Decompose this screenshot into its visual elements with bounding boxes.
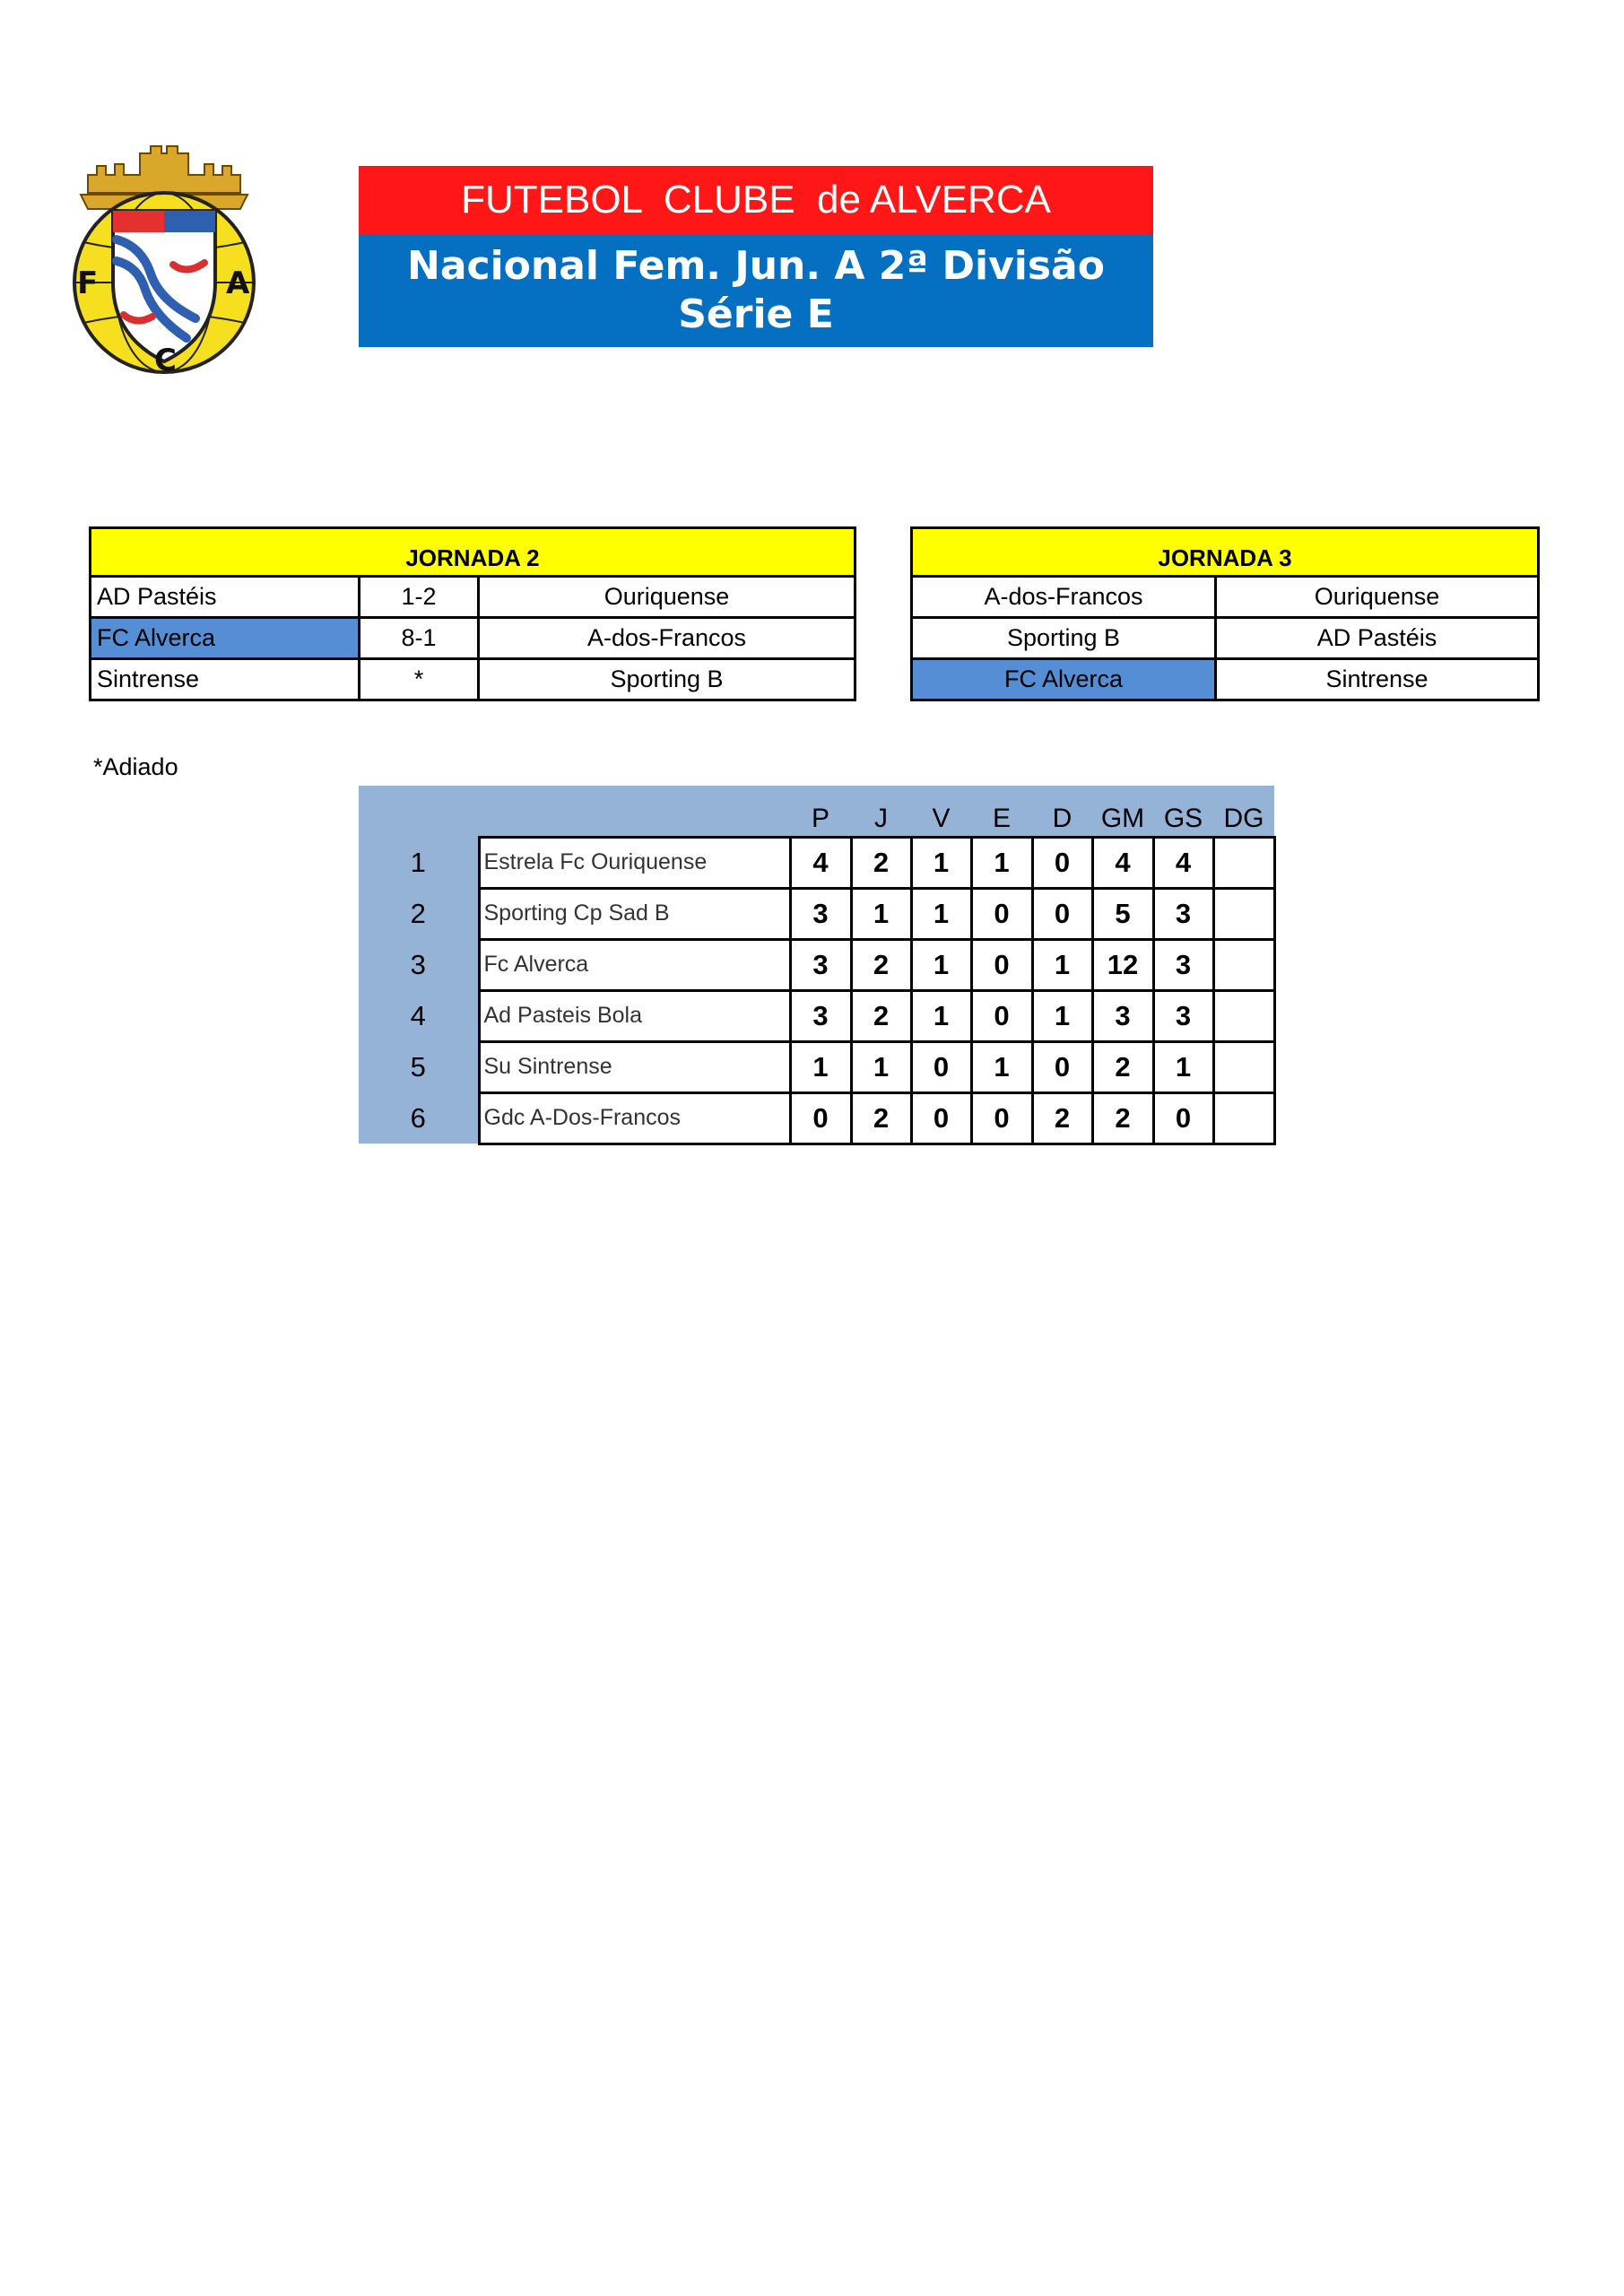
stat-p: 4 (790, 837, 851, 888)
home-team: Sporting B (912, 618, 1216, 659)
match-score: * (360, 659, 479, 700)
stat-v: 1 (911, 837, 971, 888)
jornada-3-table (910, 526, 1540, 701)
stat-d: 1 (1032, 939, 1092, 990)
column-header: E (971, 786, 1032, 837)
team-name: Su Sintrense (479, 1041, 790, 1092)
home-team: AD Pastéis (91, 577, 360, 618)
stat-p: 1 (790, 1041, 851, 1092)
stat-d: 2 (1032, 1092, 1092, 1144)
jornada-2-title: JORNADA 2 (91, 528, 855, 577)
stat-j: 1 (851, 888, 911, 939)
team-position: 5 (359, 1041, 479, 1092)
stat-j: 2 (851, 939, 911, 990)
stat-gs: 1 (1153, 1041, 1213, 1092)
stat-j: 1 (851, 1041, 911, 1092)
stat-p: 3 (790, 888, 851, 939)
table-row (359, 1092, 1274, 1144)
stat-d: 0 (1032, 837, 1092, 888)
team-position: 2 (359, 888, 479, 939)
logo-letter-a: A (226, 265, 250, 301)
home-team: A-dos-Francos (912, 577, 1216, 618)
stat-d: 0 (1032, 1041, 1092, 1092)
table-row (912, 577, 1539, 618)
team-position: 6 (359, 1092, 479, 1144)
stat-j: 2 (851, 990, 911, 1041)
stat-gm: 4 (1092, 837, 1153, 888)
title-banner (359, 166, 1153, 347)
home-team: Sintrense (91, 659, 360, 700)
stat-gm: 5 (1092, 888, 1153, 939)
column-header: DG (1213, 786, 1274, 837)
match-score: 1-2 (360, 577, 479, 618)
stat-gm: 2 (1092, 1092, 1153, 1144)
table-row (359, 939, 1274, 990)
home-team: FC Alverca (91, 618, 360, 659)
stat-d: 0 (1032, 888, 1092, 939)
jornada-3-title: JORNADA 3 (912, 528, 1539, 577)
jornada-2-table (89, 526, 856, 701)
team-position: 4 (359, 990, 479, 1041)
stat-dg (1213, 1092, 1274, 1144)
stat-v: 1 (911, 990, 971, 1041)
team-name: Ad Pasteis Bola (479, 990, 790, 1041)
team-position: 3 (359, 939, 479, 990)
stat-gs: 3 (1153, 939, 1213, 990)
away-team: AD Pastéis (1216, 618, 1539, 659)
stat-v: 0 (911, 1092, 971, 1144)
column-header: P (790, 786, 851, 837)
column-header: GM (1092, 786, 1153, 837)
stat-e: 1 (971, 1041, 1032, 1092)
team-name: Sporting Cp Sad B (479, 888, 790, 939)
table-row (359, 888, 1274, 939)
logo-letter-f: F (77, 265, 99, 301)
stat-gm: 12 (1092, 939, 1153, 990)
table-row (91, 659, 855, 700)
stat-dg (1213, 939, 1274, 990)
stat-dg (1213, 888, 1274, 939)
standings-header (359, 786, 1274, 837)
stat-j: 2 (851, 1092, 911, 1144)
away-team: Sporting B (479, 659, 855, 700)
stat-dg (1213, 837, 1274, 888)
standings-table (359, 786, 1276, 1145)
stat-e: 0 (971, 888, 1032, 939)
column-header: D (1032, 786, 1092, 837)
stat-gs: 0 (1153, 1092, 1213, 1144)
stat-v: 1 (911, 939, 971, 990)
table-row (912, 618, 1539, 659)
table-row (359, 1041, 1274, 1092)
column-header: V (911, 786, 971, 837)
home-team: FC Alverca (912, 659, 1216, 700)
stat-p: 3 (790, 939, 851, 990)
table-row (359, 990, 1274, 1041)
position-header (359, 786, 479, 837)
away-team: Ouriquense (479, 577, 855, 618)
stat-p: 0 (790, 1092, 851, 1144)
table-row (912, 659, 1539, 700)
stat-dg (1213, 990, 1274, 1041)
column-header: J (851, 786, 911, 837)
column-header: GS (1153, 786, 1213, 837)
competition-title (359, 234, 1153, 347)
team-name: Gdc A-Dos-Francos (479, 1092, 790, 1144)
table-row (359, 837, 1274, 888)
club-name: FUTEBOL CLUBE de ALVERCA (359, 166, 1153, 234)
stat-e: 0 (971, 990, 1032, 1041)
team-header (479, 786, 790, 837)
stat-e: 1 (971, 837, 1032, 888)
table-row (91, 618, 855, 659)
club-crest-icon (61, 139, 267, 374)
stat-gs: 3 (1153, 990, 1213, 1041)
stat-v: 1 (911, 888, 971, 939)
postponed-note: *Adiado (93, 753, 178, 780)
match-score: 8-1 (360, 618, 479, 659)
logo-letter-c: C (154, 343, 177, 374)
team-position: 1 (359, 837, 479, 888)
stat-gm: 3 (1092, 990, 1153, 1041)
stat-gs: 3 (1153, 888, 1213, 939)
stat-gm: 2 (1092, 1041, 1153, 1092)
team-name: Fc Alverca (479, 939, 790, 990)
away-team: Sintrense (1216, 659, 1539, 700)
stat-p: 3 (790, 990, 851, 1041)
stat-j: 2 (851, 837, 911, 888)
away-team: A-dos-Francos (479, 618, 855, 659)
stat-gs: 4 (1153, 837, 1213, 888)
stat-e: 0 (971, 1092, 1032, 1144)
competition-name: Nacional Fem. Jun. A 2ª Divisão (407, 243, 1105, 289)
stat-v: 0 (911, 1041, 971, 1092)
stat-e: 0 (971, 939, 1032, 990)
team-name: Estrela Fc Ouriquense (479, 837, 790, 888)
stat-dg (1213, 1041, 1274, 1092)
competition-series: Série E (678, 291, 834, 337)
table-row (91, 577, 855, 618)
away-team: Ouriquense (1216, 577, 1539, 618)
stat-d: 1 (1032, 990, 1092, 1041)
